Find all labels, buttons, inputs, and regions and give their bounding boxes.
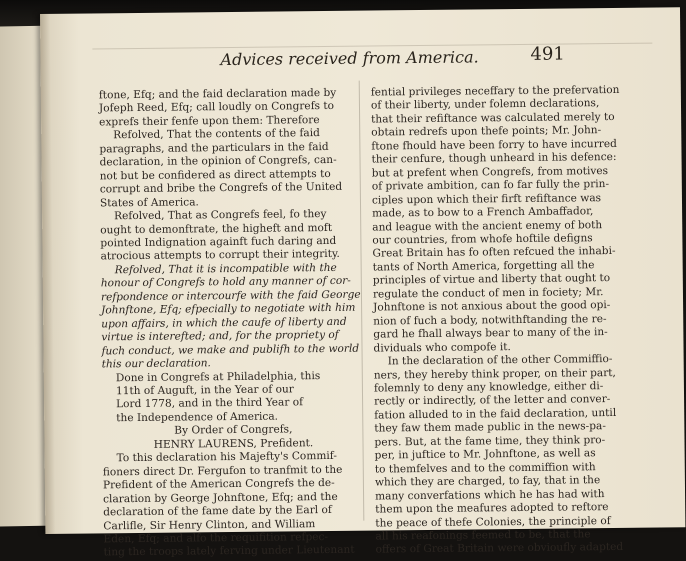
text-line: which they are charged, to fay, that in the <box>374 474 601 489</box>
text-line: our countries, from whofe hoftile defigns <box>372 232 593 247</box>
text-line: honour of Congrefs to hold any manner of cor- <box>100 275 351 290</box>
text-line: ought to demonftrate, the higheft and moft <box>100 221 333 236</box>
page-number: 491 <box>530 43 565 65</box>
text-line: that their refiftance was calculated merely to <box>371 110 615 126</box>
text-line: corrupt and bribe the Congrefs of the United <box>99 181 343 196</box>
text-line: gard he fhall always bear to many of the in- <box>373 326 608 341</box>
text-line: Lord 1778, and in the third Year of <box>116 396 304 411</box>
text-line: declaration, in the opinion of Congrefs, can- <box>99 154 337 169</box>
text-line: Jofeph Reed, Efq; call loudly on Congrefs to <box>98 100 335 115</box>
text-line: the peace of thefe Colonies, the principle of <box>375 514 611 530</box>
text-line: per, in juftice to Mr. Johnftone, as well as <box>374 447 596 462</box>
text-line: ftone fhould have been forry to have incurred <box>371 137 617 153</box>
text-line: of their liberty, under folemn declarations, <box>370 97 600 112</box>
newspaper-page <box>40 7 685 559</box>
text-line: ciples upon which their firft refiftance was <box>371 191 602 207</box>
text-line: folemnly to deny any knowledge, either di- <box>373 380 604 395</box>
text-line: paragraphs, and the particulars in the faid <box>99 140 329 156</box>
right-column <box>371 84 636 558</box>
text-line: fential privileges neceffary to the prefervation <box>370 83 620 99</box>
text-line: all his reafonings feemed to be, that the <box>375 528 591 543</box>
page-header <box>190 43 640 75</box>
left-column <box>99 87 366 561</box>
text-line: ting the troops lately ferving under Lieutenant <box>103 544 355 559</box>
text-line: Great Britain has fo often refcued the inhabi- <box>372 245 616 260</box>
text-line: Refolved, That the contents of the faid <box>113 127 320 142</box>
text-line: By Order of Congrefs, <box>174 423 293 437</box>
text-line: Refolved, That it is incompatible with the <box>114 261 337 277</box>
text-line: Johnftone is not anxious about the good opi- <box>373 299 611 314</box>
text-line: States of America. <box>99 195 199 210</box>
text-line: of private ambition, can fo far fully the prin- <box>371 178 610 193</box>
text-line: Johnftone, Efq; efpecially to negotiate with him <box>101 301 356 317</box>
text-line: fation alluded to in the faid declaration, until <box>374 406 617 422</box>
text-line: principles of virtue and liberty that ought to <box>372 272 611 287</box>
running-title: Advices received from America. <box>220 47 479 70</box>
text-line: atrocious attempts to corrupt their integrity. <box>100 248 340 263</box>
text-line: regulate the conduct of men in fociety; Mr. <box>372 285 604 301</box>
text-line: their cenfure, though unheard in his defence: <box>371 151 617 166</box>
text-line: claration by George Johnftone, Efq; and the <box>103 490 338 505</box>
text-line: HENRY LAURENS, Prefident. <box>153 436 314 451</box>
text-line: rectly or indirectly, of the letter and conver- <box>374 393 611 408</box>
text-line: 11th of Auguft, in the Year of our <box>115 383 294 398</box>
text-line: refpondence or intercourfe with the faid George <box>100 288 361 304</box>
text-line: pointed Indignation againft fuch daring and <box>100 234 337 250</box>
text-line: this our declaration. <box>101 357 211 371</box>
text-line: they faw them made public in the news-pa- <box>374 420 606 435</box>
text-line: obtain redrefs upon thefe points; Mr. John- <box>371 124 602 139</box>
text-line: Eden, Efq; and alfo the requifition refpec- <box>103 530 329 546</box>
text-line: offers of Great Britain were obvioufly adapted <box>375 541 624 556</box>
text-line: dividuals who compofe it. <box>373 340 511 355</box>
text-line: fuch conduct, we make and publifh to the world <box>101 342 360 357</box>
text-line: ners, they hereby think proper, on their part, <box>373 366 616 382</box>
text-line: Done in Congrefs at Philadelphia, this <box>115 369 321 384</box>
text-line: Prefident of the American Congrefs the de- <box>102 477 335 492</box>
text-line: declaration of the fame date by the Earl of <box>103 504 332 519</box>
text-line: many converfations which he has had with <box>375 487 605 503</box>
text-line: upon affairs, in which the caufe of liberty and <box>101 315 347 331</box>
text-line: Carlifle, Sir Henry Clinton, and William <box>103 517 316 532</box>
text-line: virtue is interefted; and, for the propriety of <box>101 329 339 344</box>
text-line: fioners direct Dr. Fergufon to tranfmit to the <box>102 463 343 479</box>
text-line: exprefs their fenfe upon them: Therefore <box>99 113 320 129</box>
text-line: but at prefent when Congrefs, from motives <box>371 164 609 180</box>
text-line: Refolved, That as Congrefs feel, fo they <box>114 208 327 223</box>
text-line: In the declaration of the other Commiffio- <box>387 353 613 368</box>
text-line: tants of North America, forgetting all the <box>372 259 595 274</box>
text-line: the Independence of America. <box>116 410 279 425</box>
text-line: nion of fuch a body, notwithftanding the re- <box>373 312 607 328</box>
text-line: ftone, Efq; and the faid declaration made by <box>98 86 337 102</box>
text-line: to themfelves and to the commiffion with <box>374 460 596 476</box>
text-line: To this declaration his Majefty's Commif- <box>116 450 337 465</box>
text-line: and league with the ancient enemy of both <box>372 218 603 234</box>
text-line: not but be confidered as direct attempts to <box>99 167 331 183</box>
text-line: pers. But, at the fame time, they think pro- <box>374 433 606 449</box>
text-line: them upon the meafures adopted to reftore <box>375 501 609 516</box>
text-line: made, as to bow to a French Ambaffador, <box>372 205 594 220</box>
